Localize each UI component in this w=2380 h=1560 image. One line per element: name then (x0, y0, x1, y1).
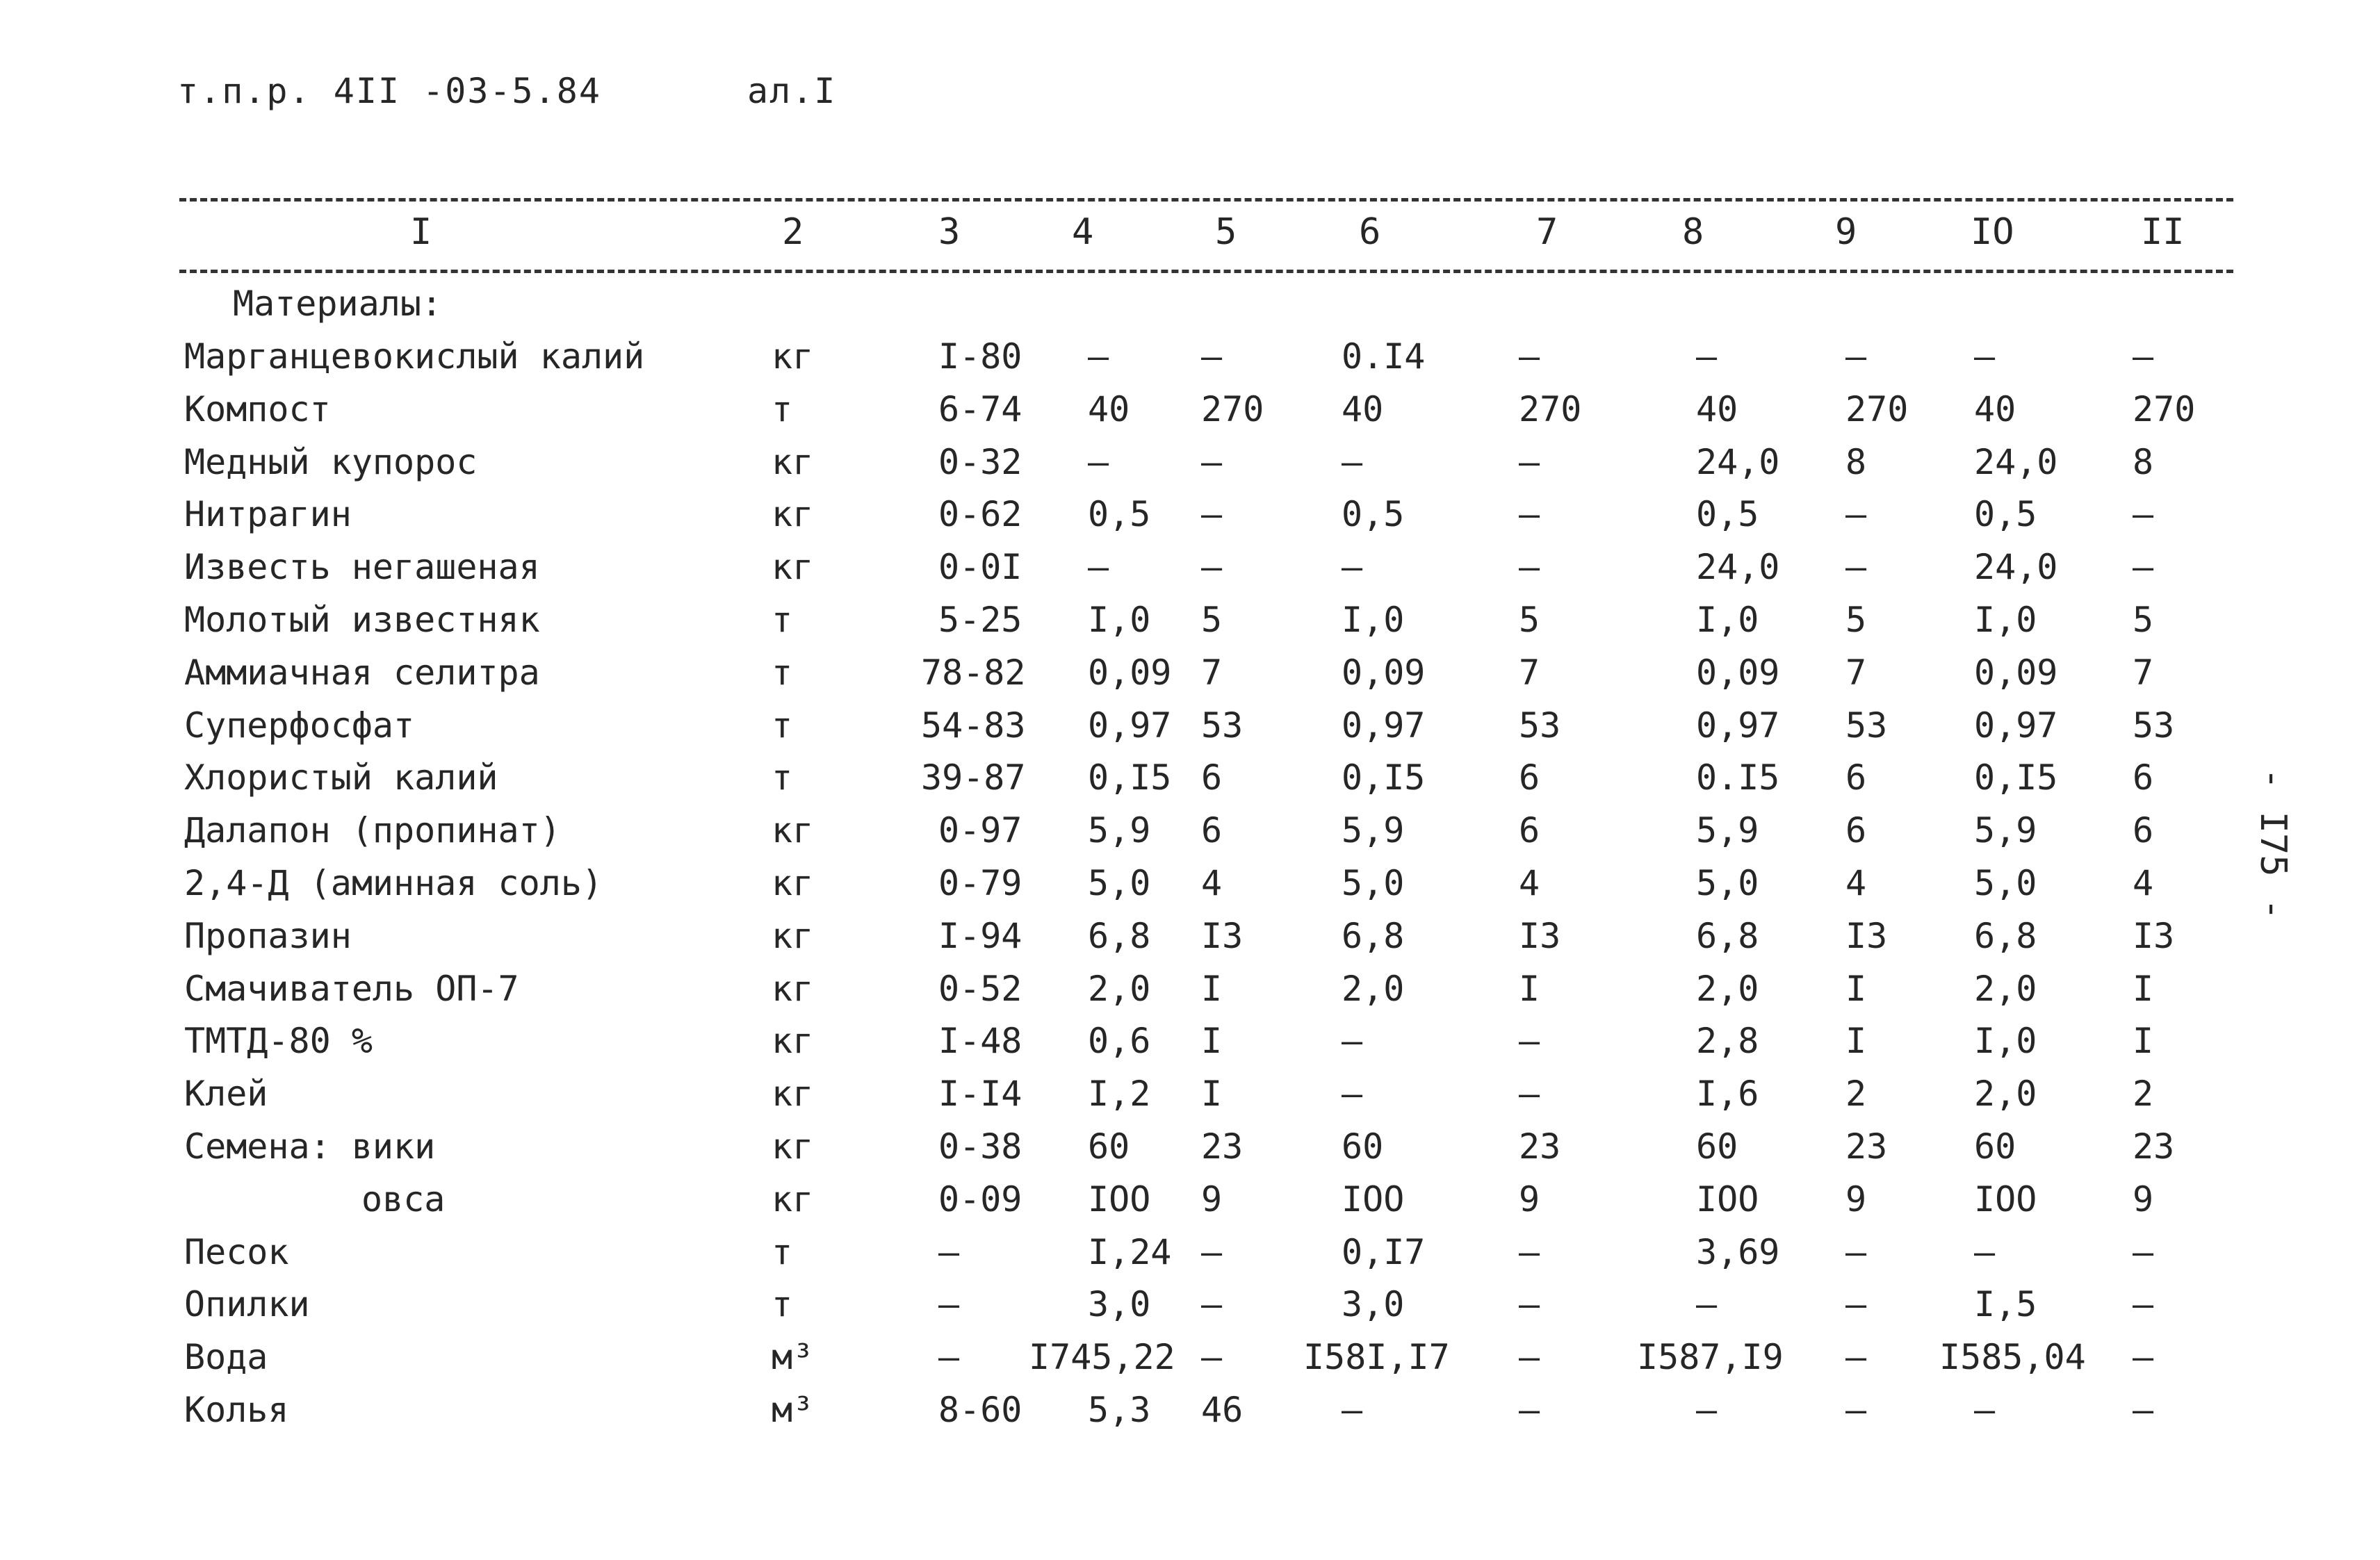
value-cell: – (1845, 1284, 1867, 1324)
value-cell: 5 (1201, 600, 1223, 640)
unit-cell: т (772, 705, 793, 746)
value-cell: 23 (2133, 1126, 2175, 1167)
value-cell: 23 (1519, 1126, 1561, 1167)
value-cell: 0-79 (938, 863, 1022, 903)
value-cell: I (2133, 969, 2154, 1009)
value-cell: – (1201, 1232, 1223, 1272)
value-cell: – (938, 1337, 960, 1377)
column-header: I (410, 211, 432, 253)
column-header: 6 (1359, 211, 1381, 253)
value-cell: 0,5 (1696, 494, 1759, 534)
value-cell: – (1342, 1021, 1363, 1061)
value-cell: I3 (2133, 916, 2175, 956)
value-cell: – (1201, 547, 1223, 587)
value-cell: 0,09 (1342, 652, 1426, 693)
unit-cell: т (772, 652, 793, 693)
value-cell: 7 (1519, 652, 1540, 693)
value-cell: – (938, 1232, 960, 1272)
table-top-rule (179, 198, 2233, 202)
value-cell: 270 (1201, 389, 1264, 429)
value-cell: 5 (1519, 600, 1540, 640)
value-cell: 46 (1201, 1390, 1244, 1430)
value-cell: 3,0 (1088, 1284, 1151, 1324)
value-cell: I-94 (938, 916, 1022, 956)
value-cell: – (1342, 442, 1363, 482)
value-cell: – (1088, 547, 1109, 587)
material-name: Песок (184, 1232, 289, 1272)
value-cell: 0-32 (938, 442, 1022, 482)
value-cell: IOO (1088, 1179, 1151, 1220)
value-cell: 0-52 (938, 969, 1022, 1009)
value-cell: I585,04 (1939, 1337, 2086, 1377)
value-cell: 0.I5 (1696, 757, 1780, 798)
value-cell: 60 (1696, 1126, 1738, 1167)
value-cell: I,6 (1696, 1074, 1759, 1114)
value-cell: 0,I5 (1088, 757, 1172, 798)
column-header: II (2141, 211, 2185, 253)
value-cell: – (1845, 1232, 1867, 1272)
value-cell: – (1696, 1284, 1718, 1324)
material-name: Нитрагин (184, 494, 352, 534)
value-cell: 6 (1845, 757, 1867, 798)
column-header: 9 (1835, 211, 1857, 253)
value-cell: 6 (1519, 757, 1540, 798)
sheet-label: ал.I (747, 71, 837, 111)
value-cell: 5,0 (1342, 863, 1405, 903)
section-label: Материалы: (233, 284, 443, 324)
value-cell: 6,8 (1696, 916, 1759, 956)
value-cell: 6-74 (938, 389, 1022, 429)
value-cell: 5-25 (938, 600, 1022, 640)
value-cell: 0,97 (1088, 705, 1172, 746)
material-name: Далапон (пропинат) (184, 810, 561, 851)
value-cell: I,24 (1088, 1232, 1172, 1272)
value-cell: 0,5 (1088, 494, 1151, 534)
value-cell: 4 (1845, 863, 1867, 903)
value-cell: 5,0 (1088, 863, 1151, 903)
value-cell: 6,8 (1342, 916, 1405, 956)
value-cell: – (1519, 1390, 1540, 1430)
value-cell: 78-82 (921, 652, 1026, 693)
value-cell: 5 (2133, 600, 2154, 640)
material-name: ТМТД-80 % (184, 1021, 373, 1061)
value-cell: – (1974, 336, 1996, 377)
value-cell: 0,I5 (1342, 757, 1426, 798)
value-cell: 0,09 (1974, 652, 2058, 693)
value-cell: I58I,I7 (1303, 1337, 1450, 1377)
value-cell: I-80 (938, 336, 1022, 377)
unit-cell: кг (772, 1126, 814, 1167)
value-cell: I745,22 (1029, 1337, 1175, 1377)
value-cell: 0,97 (1696, 705, 1780, 746)
value-cell: 5,9 (1088, 810, 1151, 851)
material-name: Пропазин (184, 916, 352, 956)
value-cell: – (1201, 336, 1223, 377)
unit-cell: т (772, 600, 793, 640)
material-name: Молотый известняк (184, 600, 540, 640)
value-cell: – (1845, 1337, 1867, 1377)
value-cell: – (1845, 494, 1867, 534)
value-cell: 0,I7 (1342, 1232, 1426, 1272)
material-name: 2,4-Д (аминная соль) (184, 863, 603, 903)
value-cell: 3,0 (1342, 1284, 1405, 1324)
value-cell: 5,9 (1974, 810, 2037, 851)
value-cell: I (1845, 969, 1867, 1009)
value-cell: I (2133, 1021, 2154, 1061)
material-name: Медный купорос (184, 442, 478, 482)
value-cell: 6 (2133, 810, 2154, 851)
column-header: 2 (782, 211, 804, 253)
value-cell: – (2133, 1232, 2154, 1272)
column-header: IO (1971, 211, 2014, 253)
unit-cell: т (772, 1232, 793, 1272)
column-header: 7 (1536, 211, 1558, 253)
value-cell: I (1519, 969, 1540, 1009)
value-cell: – (1696, 336, 1718, 377)
value-cell: I (1845, 1021, 1867, 1061)
value-cell: 270 (2133, 389, 2196, 429)
value-cell: IOO (1974, 1179, 2037, 1220)
column-header: 5 (1215, 211, 1237, 253)
value-cell: 4 (2133, 863, 2154, 903)
value-cell: I,2 (1088, 1074, 1151, 1114)
value-cell: I3 (1201, 916, 1244, 956)
value-cell: – (2133, 336, 2154, 377)
value-cell: 0,5 (1342, 494, 1405, 534)
value-cell: 39-87 (921, 757, 1026, 798)
unit-cell: кг (772, 810, 814, 851)
value-cell: 24,0 (1974, 547, 2058, 587)
value-cell: 0-62 (938, 494, 1022, 534)
value-cell: – (1845, 547, 1867, 587)
value-cell: 53 (2133, 705, 2175, 746)
value-cell: – (2133, 494, 2154, 534)
value-cell: – (1519, 1021, 1540, 1061)
value-cell: 7 (2133, 652, 2154, 693)
unit-cell: кг (772, 547, 814, 587)
value-cell: – (1519, 442, 1540, 482)
value-cell: 7 (1845, 652, 1867, 693)
value-cell: 24,0 (1696, 547, 1780, 587)
value-cell: – (2133, 1337, 2154, 1377)
value-cell: – (1519, 1284, 1540, 1324)
value-cell: 0-0I (938, 547, 1022, 587)
material-name: Марганцевокислый калий (184, 336, 645, 377)
value-cell: 0-09 (938, 1179, 1022, 1220)
column-header: 8 (1682, 211, 1704, 253)
value-cell: – (1519, 336, 1540, 377)
value-cell: 2,8 (1696, 1021, 1759, 1061)
value-cell: 23 (1201, 1126, 1244, 1167)
value-cell: I-I4 (938, 1074, 1022, 1114)
value-cell: – (1519, 1074, 1540, 1114)
value-cell: 6 (1845, 810, 1867, 851)
value-cell: IOO (1342, 1179, 1405, 1220)
value-cell: 40 (1342, 389, 1384, 429)
unit-cell: кг (772, 863, 814, 903)
page-number: - I75 - (2252, 768, 2294, 921)
value-cell: – (1201, 1284, 1223, 1324)
value-cell: 6,8 (1974, 916, 2037, 956)
value-cell: 53 (1519, 705, 1561, 746)
value-cell: 4 (1201, 863, 1223, 903)
unit-cell: кг (772, 494, 814, 534)
unit-cell: т (772, 757, 793, 798)
value-cell: I,0 (1974, 600, 2037, 640)
value-cell: 24,0 (1974, 442, 2058, 482)
value-cell: I3 (1845, 916, 1888, 956)
unit-cell: кг (772, 969, 814, 1009)
value-cell: – (1519, 1232, 1540, 1272)
value-cell: I,0 (1974, 1021, 2037, 1061)
value-cell: – (1845, 336, 1867, 377)
value-cell: 0.I4 (1342, 336, 1426, 377)
value-cell: 5,9 (1696, 810, 1759, 851)
value-cell: IOO (1696, 1179, 1759, 1220)
value-cell: – (1201, 442, 1223, 482)
value-cell: – (1696, 1390, 1718, 1430)
value-cell: 0,09 (1696, 652, 1780, 693)
value-cell: – (1088, 442, 1109, 482)
column-header: 4 (1072, 211, 1094, 253)
material-name: Клей (184, 1074, 268, 1114)
value-cell: – (2133, 1284, 2154, 1324)
unit-cell: кг (772, 1074, 814, 1114)
value-cell: 5,3 (1088, 1390, 1151, 1430)
value-cell: I,0 (1342, 600, 1405, 640)
value-cell: 9 (1201, 1179, 1223, 1220)
value-cell: 60 (1088, 1126, 1130, 1167)
value-cell: 0,97 (1342, 705, 1426, 746)
value-cell: – (938, 1284, 960, 1324)
value-cell: – (1974, 1232, 1996, 1272)
document-code: т.п.р. 4II -03-5.84 (177, 71, 601, 111)
value-cell: 270 (1845, 389, 1909, 429)
material-name: Аммиачная селитра (184, 652, 540, 693)
value-cell: 3,69 (1696, 1232, 1780, 1272)
value-cell: 6 (2133, 757, 2154, 798)
value-cell: 0,5 (1974, 494, 2037, 534)
value-cell: – (2133, 547, 2154, 587)
material-name: овса (361, 1179, 446, 1220)
unit-cell: т (772, 1284, 793, 1324)
value-cell: 40 (1088, 389, 1130, 429)
value-cell: 60 (1342, 1126, 1384, 1167)
value-cell: 2,0 (1974, 969, 2037, 1009)
value-cell: – (1088, 336, 1109, 377)
value-cell: 7 (1201, 652, 1223, 693)
value-cell: 6 (1201, 810, 1223, 851)
material-name: Известь негашеная (184, 547, 540, 587)
unit-cell: кг (772, 1179, 814, 1220)
value-cell: 60 (1974, 1126, 2016, 1167)
value-cell: 5 (1845, 600, 1867, 640)
value-cell: 40 (1974, 389, 2016, 429)
unit-cell: м³ (772, 1390, 814, 1430)
value-cell: 0,09 (1088, 652, 1172, 693)
table-header-rule (179, 270, 2233, 273)
value-cell: I,0 (1696, 600, 1759, 640)
value-cell: 2,0 (1088, 969, 1151, 1009)
value-cell: 2 (1845, 1074, 1867, 1114)
value-cell: I (1201, 1021, 1223, 1061)
value-cell: 54-83 (921, 705, 1026, 746)
value-cell: 0,97 (1974, 705, 2058, 746)
value-cell: – (1519, 547, 1540, 587)
value-cell: I3 (1519, 916, 1561, 956)
value-cell: I,0 (1088, 600, 1151, 640)
value-cell: – (2133, 1390, 2154, 1430)
value-cell: 0-97 (938, 810, 1022, 851)
column-header: 3 (938, 211, 961, 253)
material-name: Опилки (184, 1284, 310, 1324)
value-cell: 5,9 (1342, 810, 1405, 851)
value-cell: 5,0 (1696, 863, 1759, 903)
value-cell: 53 (1201, 705, 1244, 746)
material-name: Колья (184, 1390, 289, 1430)
unit-cell: кг (772, 916, 814, 956)
value-cell: 24,0 (1696, 442, 1780, 482)
value-cell: I (1201, 969, 1223, 1009)
material-name: Суперфосфат (184, 705, 415, 746)
value-cell: 53 (1845, 705, 1888, 746)
value-cell: – (1845, 1390, 1867, 1430)
value-cell: 9 (2133, 1179, 2154, 1220)
value-cell: 40 (1696, 389, 1738, 429)
value-cell: 8 (2133, 442, 2154, 482)
value-cell: – (1974, 1390, 1996, 1430)
unit-cell: кг (772, 1021, 814, 1061)
value-cell: 2 (2133, 1074, 2154, 1114)
value-cell: 0,I5 (1974, 757, 2058, 798)
value-cell: 8 (1845, 442, 1867, 482)
material-name: Хлористый калий (184, 757, 498, 798)
value-cell: I (1201, 1074, 1223, 1114)
material-name: Компост (184, 389, 331, 429)
value-cell: 6,8 (1088, 916, 1151, 956)
value-cell: 5,0 (1974, 863, 2037, 903)
unit-cell: кг (772, 442, 814, 482)
material-name: Смачиватель ОП-7 (184, 969, 519, 1009)
value-cell: – (1519, 1337, 1540, 1377)
material-name: Вода (184, 1337, 268, 1377)
material-name: Семена: вики (184, 1126, 436, 1167)
unit-cell: кг (772, 336, 814, 377)
value-cell: 0,6 (1088, 1021, 1151, 1061)
value-cell: 9 (1519, 1179, 1540, 1220)
value-cell: 2,0 (1974, 1074, 2037, 1114)
value-cell: 4 (1519, 863, 1540, 903)
value-cell: 23 (1845, 1126, 1888, 1167)
unit-cell: т (772, 389, 793, 429)
value-cell: – (1519, 494, 1540, 534)
unit-cell: м³ (772, 1337, 814, 1377)
value-cell: 6 (1519, 810, 1540, 851)
value-cell: I,5 (1974, 1284, 2037, 1324)
value-cell: 9 (1845, 1179, 1867, 1220)
value-cell: 270 (1519, 389, 1582, 429)
value-cell: 8-60 (938, 1390, 1022, 1430)
value-cell: – (1342, 547, 1363, 587)
value-cell: – (1201, 1337, 1223, 1377)
value-cell: 2,0 (1342, 969, 1405, 1009)
value-cell: 6 (1201, 757, 1223, 798)
value-cell: I-48 (938, 1021, 1022, 1061)
value-cell: – (1342, 1074, 1363, 1114)
value-cell: 2,0 (1696, 969, 1759, 1009)
value-cell: – (1201, 494, 1223, 534)
value-cell: 0-38 (938, 1126, 1022, 1167)
value-cell: I587,I9 (1637, 1337, 1784, 1377)
value-cell: – (1342, 1390, 1363, 1430)
